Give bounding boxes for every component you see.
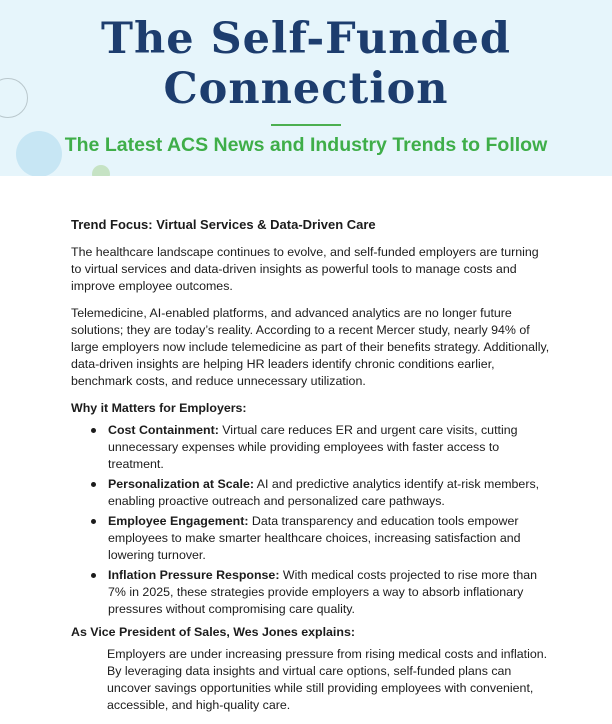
decorative-circle-green [92, 165, 110, 176]
newsletter-subtitle: The Latest ACS News and Industry Trends to Follow [64, 134, 548, 156]
newsletter-title-line2: Connection [163, 64, 449, 114]
title-divider [271, 124, 341, 126]
list-item [108, 567, 551, 618]
bullet-text: AI and predictive analytics identify at-risk members, enabling proactive outreach and personalized care pathways. [108, 477, 540, 508]
telemedicine-paragraph: Telemedicine, AI-enabled platforms, and advanced analytics are no longer future solutions; they are today’s reality. According to a recent Mercer study, nearly 94% of large employers now include telemedicine as part of their benefits strategy. Additionally, data-driven insights are helping HR leaders identify chronic conditions earlier, benchmark costs, and reduce unnecessary utilization. [71, 306, 550, 388]
bullet-term: Inflation Pressure Response: [108, 568, 280, 582]
article-body [71, 216, 551, 724]
list-item [108, 422, 551, 473]
bullet-icon [91, 519, 96, 524]
executive-quote: Employers are under increasing pressure from rising medical costs and inflation. By leveraging data insights and virtual care options, self-funded plans can uncover savings opportunities while still providing employees with convenient, accessible, and high-quality care. [107, 647, 548, 712]
bullet-text: With medical costs projected to rise more than 7% in 2025, these strategies provide employers a way to absorb inflationary pressures without compromising care quality. [108, 568, 538, 616]
list-item [108, 476, 551, 510]
bullet-icon [91, 482, 96, 487]
bullet-icon [91, 573, 96, 578]
bullet-text: Data transparency and education tools empower employees to make smarter healthcare choices, increasing satisfaction and lowering turnover. [108, 514, 521, 562]
why-it-matters-heading: Why it Matters for Employers: [71, 401, 247, 415]
bullet-term: Employee Engagement: [108, 514, 249, 528]
list-item [108, 513, 551, 564]
bullet-term: Personalization at Scale: [108, 477, 254, 491]
article-heading: Trend Focus: Virtual Services & Data-Driven Care [71, 217, 376, 232]
intro-paragraph: The healthcare landscape continues to evolve, and self-funded employers are turning to virtual services and data-driven insights as powerful tools to manage costs and improve employee outcomes. [71, 245, 539, 293]
bullet-text: Virtual care reduces ER and urgent care visits, cutting unnecessary expenses while providing employees with faster access to treatment. [108, 423, 518, 471]
bullet-icon [91, 428, 96, 433]
quote-heading: As Vice President of Sales, Wes Jones explains: [71, 625, 355, 639]
masthead [0, 0, 612, 176]
benefits-list [71, 422, 551, 618]
bullet-term: Cost Containment: [108, 423, 219, 437]
newsletter-title-line1: The Self-Funded [101, 14, 511, 64]
